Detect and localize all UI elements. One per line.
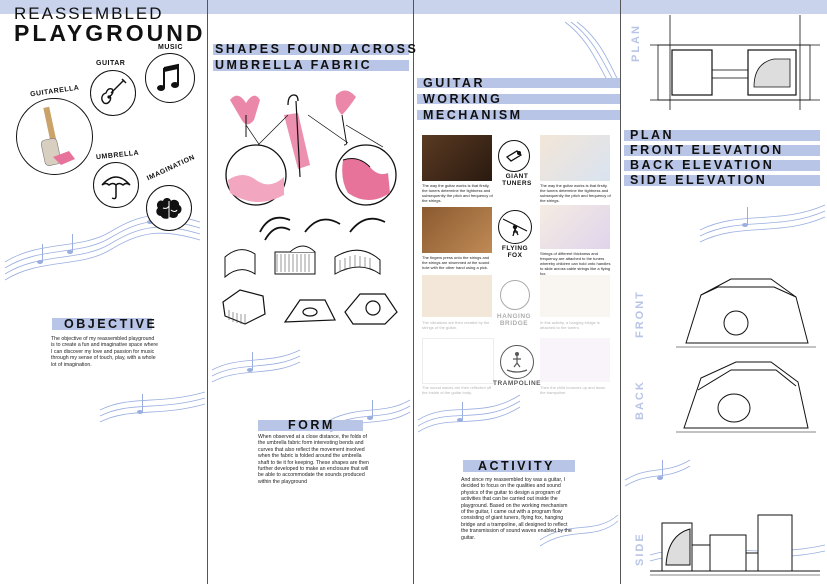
shapes-heading-line2: UMBRELLA FABRIC <box>215 58 373 72</box>
objective-heading: OBJECTIVE <box>64 317 158 331</box>
form-heading: FORM <box>288 418 335 432</box>
plan-drawing <box>650 15 820 110</box>
caption-strings-2: Strings of different thickness and frequency are attached to the tuners whereby children can hold onto handles to slide across cable strings like a flying fox. <box>540 251 611 276</box>
label-hanging-bridge: HANGING BRIDGE <box>496 313 532 327</box>
label-trampoline: TRAMPOLINE <box>493 380 541 387</box>
umbrella-fabric-illustration <box>218 85 408 215</box>
label-guitar: GUITAR <box>96 60 126 67</box>
guitarella-circle <box>16 98 93 175</box>
caption-tuners: The way the guitar works is that firstly, the tuners determine the tightness and subsequently the pitch and frequency of the strings. <box>422 183 493 203</box>
label-guitarella: GUITARELLA <box>29 84 80 99</box>
vert-label-front: FRONT <box>634 290 646 338</box>
children-bridge-illustration <box>540 275 610 317</box>
sound-wave-diagram <box>422 338 494 384</box>
tuner-icon <box>499 141 529 171</box>
guitar-icon <box>91 71 135 115</box>
label-giant-tuners: GIANT TUNERS <box>502 173 532 187</box>
label-umbrella: UMBRELLA <box>95 149 140 162</box>
objective-text: The objective of my reassembled playground is to create a fun and imaginative space where I can discover my love and passion for music through my sense of touch, play, with a whole lot of imagination. <box>51 336 158 368</box>
caption-faded-3: The sound waves are then reflected off the inside of the guitar body. <box>422 385 492 395</box>
vert-label-plan: PLAN <box>630 24 642 62</box>
guitar-strumming-photo <box>422 207 492 253</box>
flying-fox-icon <box>499 211 531 243</box>
imagination-circle <box>146 185 192 231</box>
giant-tuners-circle <box>498 140 530 172</box>
guitar-heading-line2: WORKING <box>423 92 503 106</box>
flying-fox-circle <box>498 210 532 244</box>
umbrella-circle <box>93 162 139 208</box>
trampoline-circle <box>500 345 534 379</box>
caption-faded-4: Then the child bounces up and down the trampoline. <box>540 385 606 395</box>
brain-icon <box>147 186 191 230</box>
list-item-plan: PLAN <box>630 128 675 142</box>
umbrella-icon <box>94 163 138 207</box>
form-text: When observed at a close distance, the folds of the umbrella fabric form interesting bends and curves that also reflect the movement involved when the fabric is folded around the umbrella shaft to tie it for keeping. These shapes are then further developed to make an enclosure that will be able to accommodate the sounds produced within the playground <box>258 434 369 485</box>
music-note-icon <box>146 54 194 102</box>
activity-text: And since my reassembled toy was a guitar, I decided to focus on the qualities and sound physics of the guitar to design a program of activities that can be carried out inside the playground. Based on the working mechanism of the guitar, I came out with a program flow consisting of giant tuners, flying fox, hanging bridge and a trampoline, all designed to reflect the transmission of sound waves enabled by the guitar. <box>461 477 572 541</box>
guitar-circle <box>90 70 136 116</box>
guitarella-illustration <box>17 99 92 174</box>
vert-label-back: BACK <box>634 380 646 420</box>
front-elevation-drawing <box>676 265 816 355</box>
guitar-heading-line3: MECHANISM <box>423 108 523 122</box>
hanging-bridge-circle <box>500 280 530 310</box>
shape-studies <box>215 212 410 337</box>
children-trampoline-illustration <box>540 338 610 382</box>
caption-tuners-2: The way the guitar works is that firstly, the tuners determine the tightness and subsequently the pitch and frequency of the strings. <box>540 183 611 203</box>
guitar-body-photo <box>422 275 492 317</box>
caption-strings: The fingers press onto the strings and the strings are strummed at the sound hole with the other hand using a pick. <box>422 255 490 270</box>
music-circle <box>145 53 195 103</box>
activity-heading: ACTIVITY <box>478 459 555 473</box>
back-elevation-drawing <box>676 350 816 440</box>
label-flying-fox: FLYING FOX <box>501 245 529 259</box>
label-imagination: IMAGINATION <box>146 154 197 183</box>
list-item-back-elevation: BACK ELEVATION <box>630 158 775 172</box>
guitar-headstock-photo <box>422 135 492 181</box>
children-tuners-illustration <box>540 135 610 181</box>
trampoline-icon <box>501 346 533 378</box>
caption-faded-1: The vibrations are then created by the strings of the guitar. <box>422 320 490 330</box>
list-item-side-elevation: SIDE ELEVATION <box>630 173 768 187</box>
children-flying-fox-illustration <box>540 205 610 249</box>
label-music: MUSIC <box>158 44 184 51</box>
side-elevation-drawing <box>650 505 820 580</box>
shapes-heading-line1: SHAPES FOUND ACROSS <box>215 42 419 56</box>
title-line2: PLAYGROUND <box>14 20 206 46</box>
list-item-front-elevation: FRONT ELEVATION <box>630 143 784 157</box>
guitar-heading-line1: GUITAR <box>423 76 485 90</box>
title-line1: REASSEMBLED <box>14 4 164 23</box>
caption-faded-2: In this activity, a hanging bridge is attached to the tuners. <box>540 320 600 330</box>
vert-label-side: SIDE <box>634 532 646 566</box>
